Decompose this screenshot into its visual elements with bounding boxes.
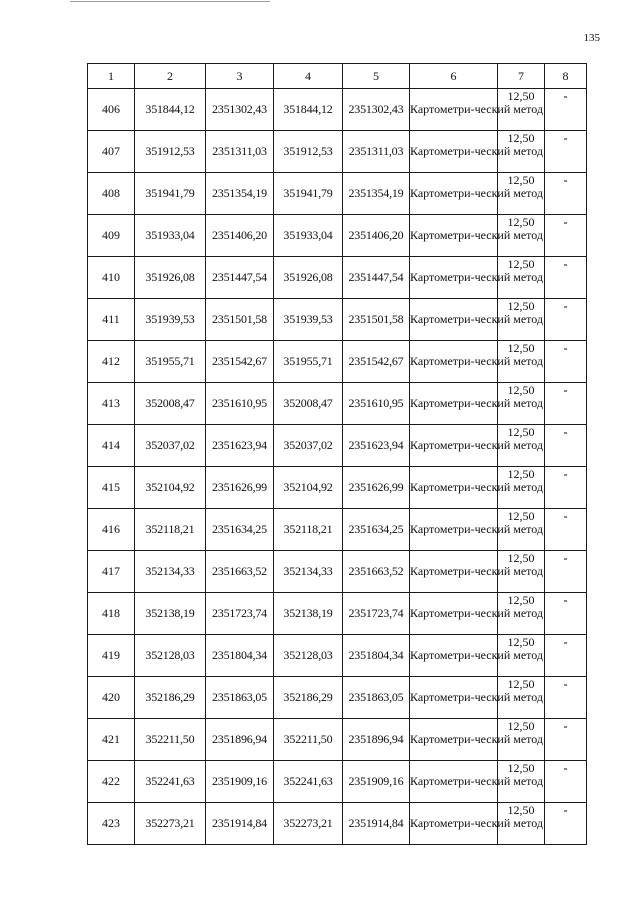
y-coordinate-cell: 2351354,19 [343, 173, 410, 215]
point-number-cell: 415 [88, 467, 135, 509]
y-coordinate-cell: 2351354,19 [206, 173, 274, 215]
table-row [88, 89, 587, 131]
note-cell: - [545, 341, 587, 383]
point-number-cell: 406 [88, 89, 135, 131]
method-cell: Картометри-ческий метод [410, 131, 498, 173]
note-cell: - [545, 215, 587, 257]
table-body [88, 89, 587, 845]
x-coordinate-cell: 352211,50 [274, 719, 343, 761]
method-cell: Картометри-ческий метод [410, 803, 498, 845]
table-row [88, 383, 587, 425]
note-cell: - [545, 173, 587, 215]
y-coordinate-cell: 2351663,52 [343, 551, 410, 593]
y-coordinate-cell: 2351501,58 [206, 299, 274, 341]
accuracy-cell: 12,50 [498, 299, 545, 341]
x-coordinate-cell: 352211,50 [135, 719, 206, 761]
table-row [88, 215, 587, 257]
y-coordinate-cell: 2351623,94 [343, 425, 410, 467]
point-number-cell: 413 [88, 383, 135, 425]
table-row [88, 257, 587, 299]
note-cell: - [545, 257, 587, 299]
accuracy-cell: 12,50 [498, 383, 545, 425]
accuracy-cell: 12,50 [498, 761, 545, 803]
y-coordinate-cell: 2351447,54 [343, 257, 410, 299]
accuracy-cell: 12,50 [498, 131, 545, 173]
y-coordinate-cell: 2351723,74 [343, 593, 410, 635]
point-number-cell: 414 [88, 425, 135, 467]
accuracy-cell: 12,50 [498, 341, 545, 383]
x-coordinate-cell: 352128,03 [135, 635, 206, 677]
point-number-cell: 408 [88, 173, 135, 215]
note-cell: - [545, 635, 587, 677]
table-row [88, 677, 587, 719]
header-row [88, 64, 587, 89]
accuracy-cell: 12,50 [498, 719, 545, 761]
accuracy-cell: 12,50 [498, 89, 545, 131]
header-cell: 8 [545, 64, 587, 89]
note-cell: - [545, 89, 587, 131]
method-cell: Картометри-ческий метод [410, 383, 498, 425]
point-number-cell: 421 [88, 719, 135, 761]
page-number: 135 [583, 32, 600, 44]
accuracy-cell: 12,50 [498, 635, 545, 677]
x-coordinate-cell: 352118,21 [135, 509, 206, 551]
note-cell: - [545, 719, 587, 761]
point-number-cell: 418 [88, 593, 135, 635]
accuracy-cell: 12,50 [498, 173, 545, 215]
table-row [88, 509, 587, 551]
y-coordinate-cell: 2351896,94 [343, 719, 410, 761]
note-cell: - [545, 467, 587, 509]
method-cell: Картометри-ческий метод [410, 467, 498, 509]
y-coordinate-cell: 2351804,34 [343, 635, 410, 677]
y-coordinate-cell: 2351634,25 [206, 509, 274, 551]
note-cell: - [545, 551, 587, 593]
y-coordinate-cell: 2351302,43 [343, 89, 410, 131]
header-cell: 6 [410, 64, 498, 89]
table-row [88, 551, 587, 593]
x-coordinate-cell: 351939,53 [274, 299, 343, 341]
method-cell: Картометри-ческий метод [410, 215, 498, 257]
table-row [88, 593, 587, 635]
header-cell: 5 [343, 64, 410, 89]
x-coordinate-cell: 351933,04 [274, 215, 343, 257]
note-cell: - [545, 131, 587, 173]
method-cell: Картометри-ческий метод [410, 551, 498, 593]
method-cell: Картометри-ческий метод [410, 173, 498, 215]
y-coordinate-cell: 2351447,54 [206, 257, 274, 299]
method-cell: Картометри-ческий метод [410, 593, 498, 635]
x-coordinate-cell: 352118,21 [274, 509, 343, 551]
x-coordinate-cell: 351939,53 [135, 299, 206, 341]
table-row [88, 635, 587, 677]
x-coordinate-cell: 351926,08 [135, 257, 206, 299]
x-coordinate-cell: 352138,19 [135, 593, 206, 635]
x-coordinate-cell: 352134,33 [135, 551, 206, 593]
x-coordinate-cell: 352008,47 [274, 383, 343, 425]
x-coordinate-cell: 352037,02 [274, 425, 343, 467]
accuracy-cell: 12,50 [498, 509, 545, 551]
coordinates-table [87, 63, 587, 845]
x-coordinate-cell: 352273,21 [135, 803, 206, 845]
point-number-cell: 422 [88, 761, 135, 803]
x-coordinate-cell: 351912,53 [274, 131, 343, 173]
x-coordinate-cell: 351933,04 [135, 215, 206, 257]
table-row [88, 131, 587, 173]
accuracy-cell: 12,50 [498, 215, 545, 257]
method-cell: Картометри-ческий метод [410, 635, 498, 677]
x-coordinate-cell: 352008,47 [135, 383, 206, 425]
header-cell: 4 [274, 64, 343, 89]
y-coordinate-cell: 2351542,67 [206, 341, 274, 383]
accuracy-cell: 12,50 [498, 803, 545, 845]
accuracy-cell: 12,50 [498, 467, 545, 509]
y-coordinate-cell: 2351542,67 [343, 341, 410, 383]
note-cell: - [545, 593, 587, 635]
y-coordinate-cell: 2351804,34 [206, 635, 274, 677]
y-coordinate-cell: 2351610,95 [343, 383, 410, 425]
x-coordinate-cell: 351941,79 [274, 173, 343, 215]
method-cell: Картометри-ческий метод [410, 761, 498, 803]
x-coordinate-cell: 352273,21 [274, 803, 343, 845]
x-coordinate-cell: 351941,79 [135, 173, 206, 215]
x-coordinate-cell: 352104,92 [135, 467, 206, 509]
y-coordinate-cell: 2351311,03 [206, 131, 274, 173]
point-number-cell: 407 [88, 131, 135, 173]
y-coordinate-cell: 2351311,03 [343, 131, 410, 173]
y-coordinate-cell: 2351610,95 [206, 383, 274, 425]
note-cell: - [545, 803, 587, 845]
x-coordinate-cell: 352241,63 [274, 761, 343, 803]
note-cell: - [545, 425, 587, 467]
y-coordinate-cell: 2351634,25 [343, 509, 410, 551]
y-coordinate-cell: 2351626,99 [343, 467, 410, 509]
header-cell: 1 [88, 64, 135, 89]
method-cell: Картометри-ческий метод [410, 299, 498, 341]
x-coordinate-cell: 352186,29 [135, 677, 206, 719]
method-cell: Картометри-ческий метод [410, 89, 498, 131]
x-coordinate-cell: 351844,12 [274, 89, 343, 131]
accuracy-cell: 12,50 [498, 425, 545, 467]
method-cell: Картометри-ческий метод [410, 257, 498, 299]
method-cell: Картометри-ческий метод [410, 425, 498, 467]
x-coordinate-cell: 352186,29 [274, 677, 343, 719]
y-coordinate-cell: 2351302,43 [206, 89, 274, 131]
method-cell: Картометри-ческий метод [410, 341, 498, 383]
x-coordinate-cell: 351926,08 [274, 257, 343, 299]
header-cell: 3 [206, 64, 274, 89]
y-coordinate-cell: 2351863,05 [206, 677, 274, 719]
x-coordinate-cell: 351844,12 [135, 89, 206, 131]
point-number-cell: 409 [88, 215, 135, 257]
table-row [88, 761, 587, 803]
note-cell: - [545, 677, 587, 719]
point-number-cell: 412 [88, 341, 135, 383]
y-coordinate-cell: 2351723,74 [206, 593, 274, 635]
point-number-cell: 419 [88, 635, 135, 677]
note-cell: - [545, 761, 587, 803]
table-row [88, 719, 587, 761]
accuracy-cell: 12,50 [498, 677, 545, 719]
table-row [88, 299, 587, 341]
header-cell: 2 [135, 64, 206, 89]
method-cell: Картометри-ческий метод [410, 719, 498, 761]
x-coordinate-cell: 352037,02 [135, 425, 206, 467]
top-rule [70, 1, 270, 2]
x-coordinate-cell: 352128,03 [274, 635, 343, 677]
table-row [88, 425, 587, 467]
y-coordinate-cell: 2351863,05 [343, 677, 410, 719]
point-number-cell: 416 [88, 509, 135, 551]
table-row [88, 803, 587, 845]
table-row [88, 467, 587, 509]
point-number-cell: 410 [88, 257, 135, 299]
header-cell: 7 [498, 64, 545, 89]
x-coordinate-cell: 351955,71 [135, 341, 206, 383]
accuracy-cell: 12,50 [498, 551, 545, 593]
note-cell: - [545, 509, 587, 551]
accuracy-cell: 12,50 [498, 257, 545, 299]
y-coordinate-cell: 2351914,84 [206, 803, 274, 845]
x-coordinate-cell: 352104,92 [274, 467, 343, 509]
y-coordinate-cell: 2351663,52 [206, 551, 274, 593]
note-cell: - [545, 383, 587, 425]
y-coordinate-cell: 2351914,84 [343, 803, 410, 845]
y-coordinate-cell: 2351623,94 [206, 425, 274, 467]
table-row [88, 341, 587, 383]
table-header [88, 64, 587, 89]
method-cell: Картометри-ческий метод [410, 509, 498, 551]
y-coordinate-cell: 2351501,58 [343, 299, 410, 341]
y-coordinate-cell: 2351909,16 [206, 761, 274, 803]
point-number-cell: 420 [88, 677, 135, 719]
point-number-cell: 423 [88, 803, 135, 845]
y-coordinate-cell: 2351406,20 [206, 215, 274, 257]
y-coordinate-cell: 2351406,20 [343, 215, 410, 257]
y-coordinate-cell: 2351896,94 [206, 719, 274, 761]
point-number-cell: 417 [88, 551, 135, 593]
x-coordinate-cell: 352241,63 [135, 761, 206, 803]
y-coordinate-cell: 2351626,99 [206, 467, 274, 509]
table-row [88, 173, 587, 215]
y-coordinate-cell: 2351909,16 [343, 761, 410, 803]
method-cell: Картометри-ческий метод [410, 677, 498, 719]
x-coordinate-cell: 351912,53 [135, 131, 206, 173]
accuracy-cell: 12,50 [498, 593, 545, 635]
note-cell: - [545, 299, 587, 341]
x-coordinate-cell: 352134,33 [274, 551, 343, 593]
x-coordinate-cell: 351955,71 [274, 341, 343, 383]
point-number-cell: 411 [88, 299, 135, 341]
x-coordinate-cell: 352138,19 [274, 593, 343, 635]
